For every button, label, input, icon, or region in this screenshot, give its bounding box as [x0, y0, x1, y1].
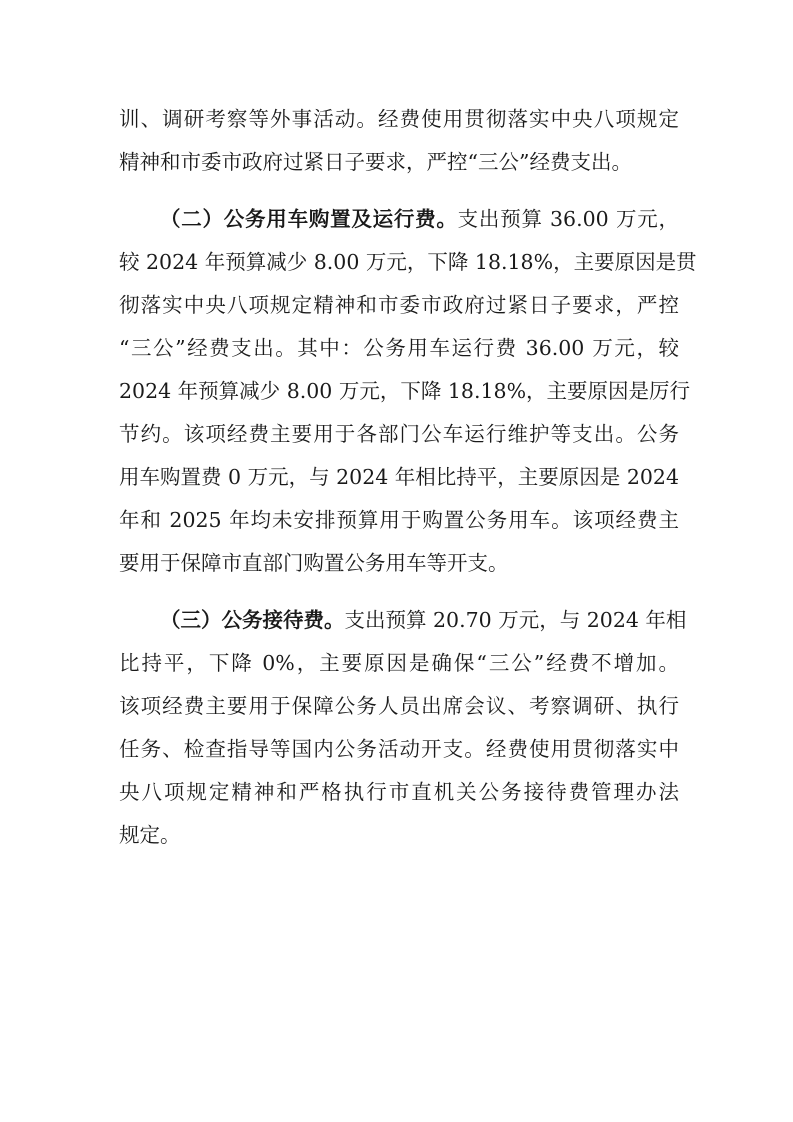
text-line [119, 198, 679, 241]
text-line: 训、调研考察等外事活动。经费使用贯彻落实中央八项规定 [119, 107, 679, 131]
text-line: 彻落实中央八项规定精神和市委市政府过紧日子要求，严控 [119, 293, 679, 317]
paragraph-vehicle-costs [119, 198, 697, 585]
text-line: 要用于保障市直部门购置公务用车等开支。 [119, 551, 509, 575]
text-line: 年和 2025 年均未安排预算用于购置公务用车。该项经费主 [119, 508, 679, 532]
text-line: 较 2024 年预算减少 8.00 万元，下降 18.18%，主要原因是贯 [119, 250, 697, 274]
text-line: 节约。该项经费主要用于各部门公车运行维护等支出。公务 [119, 422, 679, 446]
text-line: 精神和市委市政府过紧日子要求，严控“三公”经费支出。 [119, 150, 632, 174]
text-line: 2024 年预算减少 8.00 万元，下降 18.18%，主要原因是厉行 [119, 379, 691, 403]
text-line: 用车购置费 0 万元，与 2024 年相比持平，主要原因是 2024 [119, 465, 679, 489]
text-line: 规定。 [119, 823, 181, 847]
text-segment: 支出预算 20.70 万元，与 2024 年相 [344, 608, 687, 632]
section-heading-vehicle-costs: （二）公务用车购置及运行费。 [160, 207, 458, 231]
text-line: 任务、检查指导等国内公务活动开支。经费使用贯彻落实中 [119, 737, 679, 761]
text-line: 比持平，下降 0%，主要原因是确保“三公”经费不增加。 [119, 651, 679, 675]
text-segment: 支出预算 36.00 万元， [457, 207, 679, 231]
document-body [119, 98, 697, 857]
text-line: 央八项规定精神和严格执行市直机关公务接待费管理办法 [119, 780, 679, 804]
section-heading-reception-costs: （三）公务接待费。 [160, 608, 345, 632]
paragraph-foreign-affairs-continuation [119, 98, 679, 184]
text-line: 该项经费主要用于保障公务人员出席会议、考察调研、执行 [119, 694, 679, 718]
paragraph-reception-costs [119, 599, 687, 857]
text-line [119, 599, 687, 642]
text-line: “三公”经费支出。其中：公务用车运行费 36.00 万元，较 [119, 336, 679, 360]
